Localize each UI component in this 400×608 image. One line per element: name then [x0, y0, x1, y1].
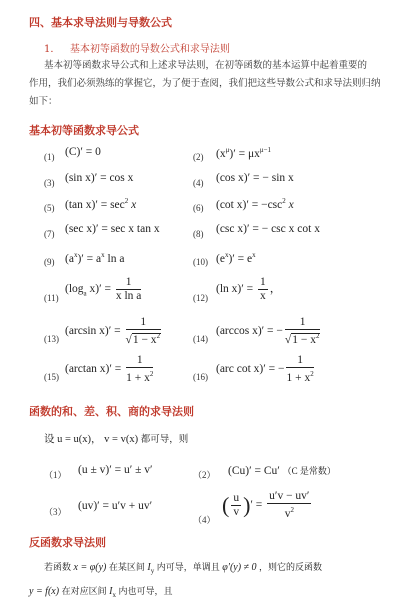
formula-8: (csc x)′ = − csc x cot x — [216, 223, 320, 235]
intro-line-2: 作用，我们必须熟练的掌握它，为了便于查阅，我们把这些导数公式和求导法则归纳 — [29, 78, 381, 89]
formula-14: (arccos x)′ = − $\frac{1}{√1 - x^2}$ — [216, 316, 320, 346]
formula-number-1: (1) — [44, 152, 55, 162]
formula-5: (tan $x)' = \sec^2 x$ — [65, 197, 137, 211]
formula-11: ($\log_a$ x)′ = $\frac{1}{\text{x ln a}}$ — [65, 276, 142, 302]
formula-4: (cos x)′ = − sin x — [216, 172, 294, 184]
formula-number-3: (3) — [44, 178, 55, 188]
formula-6: (cot $x)' = -\csc^2$ x — [216, 197, 294, 211]
heading-arith-rules: 函数的和、差、积、商的求导法则 — [29, 405, 194, 418]
rule-2: (Cu)′ = Cu′ （C 是常数） — [228, 465, 336, 477]
formula-12: (ln x)′ = $\frac{1}{x}$ ， — [216, 276, 282, 302]
rule-number-4: （4） — [193, 515, 216, 525]
formula-number-16: (16) — [193, 372, 208, 382]
rule-3: (uv)′ = u′v + uv′ — [78, 500, 153, 512]
subsection-title — [44, 40, 230, 55]
rule-number-2: （2） — [193, 470, 216, 480]
arith-premise: 设 u = u(x)， v = v(x) 都可导，则 — [44, 434, 189, 445]
formula-number-13: (13) — [44, 334, 59, 344]
rule-number-1: （1） — [44, 470, 67, 480]
formula-number-9: (9) — [44, 257, 55, 267]
formula-number-2: (2) — [193, 152, 204, 162]
formula-number-14: (14) — [193, 334, 208, 344]
intro-line-1: 基本初等函数求导公式和上述求导法则，在初等函数的基本运算中起着重要的 — [44, 60, 368, 71]
formula-13: (arcsin x)′ = $\frac{1}{√1 - x^2}$ — [65, 316, 161, 346]
formula-16: (arc cot x)′ = − $\frac{1}{1 + x^2}$ — [216, 354, 314, 384]
formula-10: $(e^x)' = e^x$ — [216, 251, 256, 265]
section-title: 四、基本求导法则与导数公式 — [29, 16, 172, 29]
inverse-line-1: 若函数 x = φ(y) 在某区间 $I_y$ 内可导，单调且 φ′(y) ≠ 0 ，则它的反函数 — [44, 562, 323, 575]
formula-number-15: (15) — [44, 372, 59, 382]
formula-7: (sec x)′ = sec x tan x — [65, 223, 160, 235]
rule-4: ( $\frac{u}{v}$ )′ = $\frac{u'v - uv'}{v^2}$ — [222, 490, 310, 520]
formula-3: (sin x)′ = cos x — [65, 172, 134, 184]
formula-number-4: (4) — [193, 178, 204, 188]
formula-1: (C)′ = 0 — [65, 146, 101, 158]
inverse-line-2: y = f(x) 在对应区间 $I_x$ 内也可导，且 — [29, 586, 173, 599]
subsection-text: 基本初等函数的导数公式和求导法则 — [69, 44, 230, 55]
intro-line-3: 如下： — [29, 96, 58, 107]
formula-2: $(x^\mu)' = \mu x^{\mu-1}$ — [216, 146, 272, 160]
formula-number-8: (8) — [193, 229, 204, 239]
formula-number-10: (10) — [193, 257, 208, 267]
subsection-number: 1． — [44, 44, 61, 55]
formula-9: $(a^x)' = a^x$ ln a — [65, 251, 125, 265]
formula-number-11: (11) — [44, 293, 59, 303]
formula-number-12: (12) — [193, 293, 208, 303]
formula-number-6: (6) — [193, 203, 204, 213]
formula-number-7: (7) — [44, 229, 55, 239]
formula-number-5: (5) — [44, 203, 55, 213]
formula-15: (arctan x)′ = $\frac{1}{1 + x^2}$ — [65, 354, 154, 384]
rule-number-3: （3） — [44, 507, 67, 517]
rule-1: (u ± v)′ = u′ ± v′ — [78, 464, 153, 476]
heading-inverse-rule: 反函数求导法则 — [29, 536, 106, 549]
heading-basic-formulas: 基本初等函数求导公式 — [29, 124, 139, 137]
